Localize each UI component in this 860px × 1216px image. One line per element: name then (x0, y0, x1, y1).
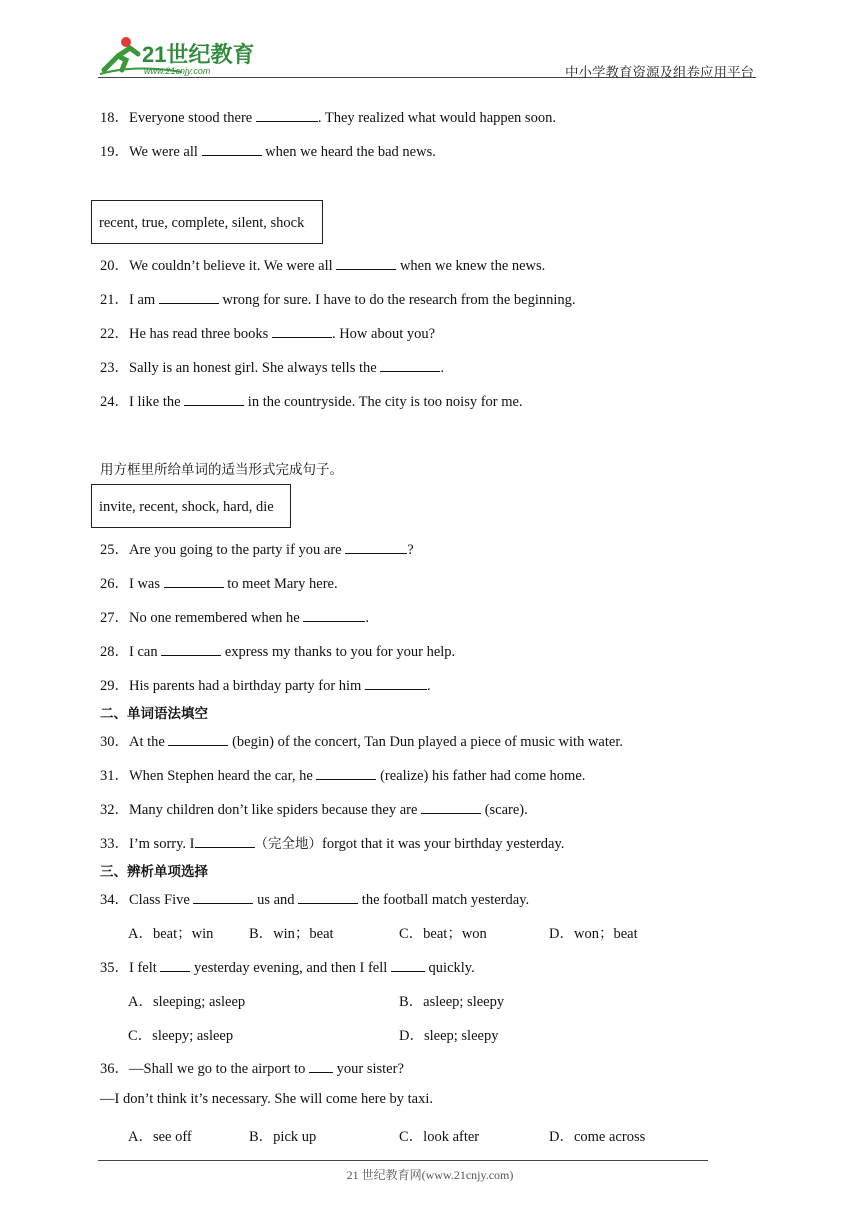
question-20: 20．We couldn’t believe it. We were all when we knew the news. (100, 258, 546, 274)
question-36: 36．—Shall we go to the airport to your sister? (100, 1061, 404, 1077)
option-c[interactable]: C．sleepy; asleep (128, 1028, 234, 1044)
answer-blank[interactable] (421, 801, 481, 814)
question-29: 29．His parents had a birthday party for him . (100, 678, 431, 694)
answer-blank[interactable] (272, 325, 332, 338)
answer-blank[interactable] (365, 677, 427, 690)
platform-name: 中小学教育资源及组卷应用平台 (565, 65, 754, 81)
footer-divider (98, 1160, 708, 1161)
option-b[interactable]: B．pick up (249, 1129, 317, 1145)
logo-url: www.21cnjy.com (144, 66, 211, 76)
question-28: 28．I can express my thanks to you for your help. (100, 644, 456, 660)
question-34: 34．Class Five us and the football match yesterday. (100, 892, 530, 908)
option-d[interactable]: D．come across (549, 1129, 646, 1145)
question-36-reply: —I don’t think it’s necessary. She will come here by taxi. (100, 1091, 434, 1107)
option-a[interactable]: A．see off (128, 1129, 192, 1145)
option-d[interactable]: D．sleep; sleepy (399, 1028, 499, 1044)
question-31: 31．When Stephen heard the car, he (realize) his father had come home. (100, 768, 586, 784)
question-19: 19．We were all when we heard the bad news. (100, 144, 436, 160)
section-2-title: 二、单词语法填空 (100, 706, 208, 722)
answer-blank[interactable] (303, 609, 365, 622)
option-a[interactable]: A．sleeping; asleep (128, 994, 246, 1010)
answer-blank[interactable] (391, 959, 425, 972)
answer-blank[interactable] (309, 1060, 333, 1073)
question-23: 23．Sally is an honest girl. She always tells the . (100, 360, 444, 376)
option-b[interactable]: B．asleep; sleepy (399, 994, 505, 1010)
question-21: 21．I am wrong for sure. I have to do the research from the beginning. (100, 292, 576, 308)
answer-blank[interactable] (195, 835, 255, 848)
answer-blank[interactable] (164, 575, 224, 588)
question-35: 35．I felt yesterday evening, and then I fell quickly. (100, 960, 475, 976)
answer-blank[interactable] (256, 109, 318, 122)
logo-text: 21世纪教育 (142, 42, 255, 67)
answer-blank[interactable] (193, 891, 253, 904)
question-26: 26．I was to meet Mary here. (100, 576, 338, 592)
answer-blank[interactable] (380, 359, 440, 372)
option-c[interactable]: C．beat；won (399, 926, 487, 942)
answer-blank[interactable] (161, 643, 221, 656)
question-27: 27．No one remembered when he . (100, 610, 369, 626)
question-32: 32．Many children don’t like spiders because they are (scare). (100, 802, 528, 818)
question-22: 22．He has read three books . How about you? (100, 326, 436, 342)
question-18: 18．Everyone stood there . They realized what would happen soon. (100, 110, 556, 126)
question-25: 25．Are you going to the party if you are ? (100, 542, 414, 558)
answer-blank[interactable] (160, 959, 190, 972)
answer-blank[interactable] (159, 291, 219, 304)
answer-blank[interactable] (298, 891, 358, 904)
runner-logo-icon (96, 34, 266, 78)
answer-blank[interactable] (184, 393, 244, 406)
answer-blank[interactable] (336, 257, 396, 270)
question-30: 30．At the (begin) of the concert, Tan Dun played a piece of music with water. (100, 734, 623, 750)
question-33: 33．I’m sorry. I （完全地）forgot that it was your birthday yesterday. (100, 836, 565, 852)
answer-blank[interactable] (316, 767, 376, 780)
answer-blank[interactable] (202, 143, 262, 156)
instruction: 用方框里所给单词的适当形式完成句子。 (100, 462, 343, 478)
section-3-title: 三、辨析单项选择 (100, 864, 208, 880)
logo (96, 34, 266, 78)
word-box-2: invite, recent, shock, hard, die (91, 484, 291, 528)
footer-link[interactable]: 21 世纪教育网(www.21cnjy.com) (346, 1168, 514, 1182)
word-box-1: recent, true, complete, silent, shock (91, 200, 323, 244)
option-c[interactable]: C．look after (399, 1129, 480, 1145)
option-a[interactable]: A．beat；win (128, 926, 214, 942)
option-d[interactable]: D．won；beat (549, 926, 638, 942)
header-divider (98, 77, 756, 78)
answer-blank[interactable] (168, 733, 228, 746)
answer-blank[interactable] (345, 541, 407, 554)
option-b[interactable]: B．win；beat (249, 926, 334, 942)
question-24: 24．I like the in the countryside. The city is too noisy for me. (100, 394, 523, 410)
